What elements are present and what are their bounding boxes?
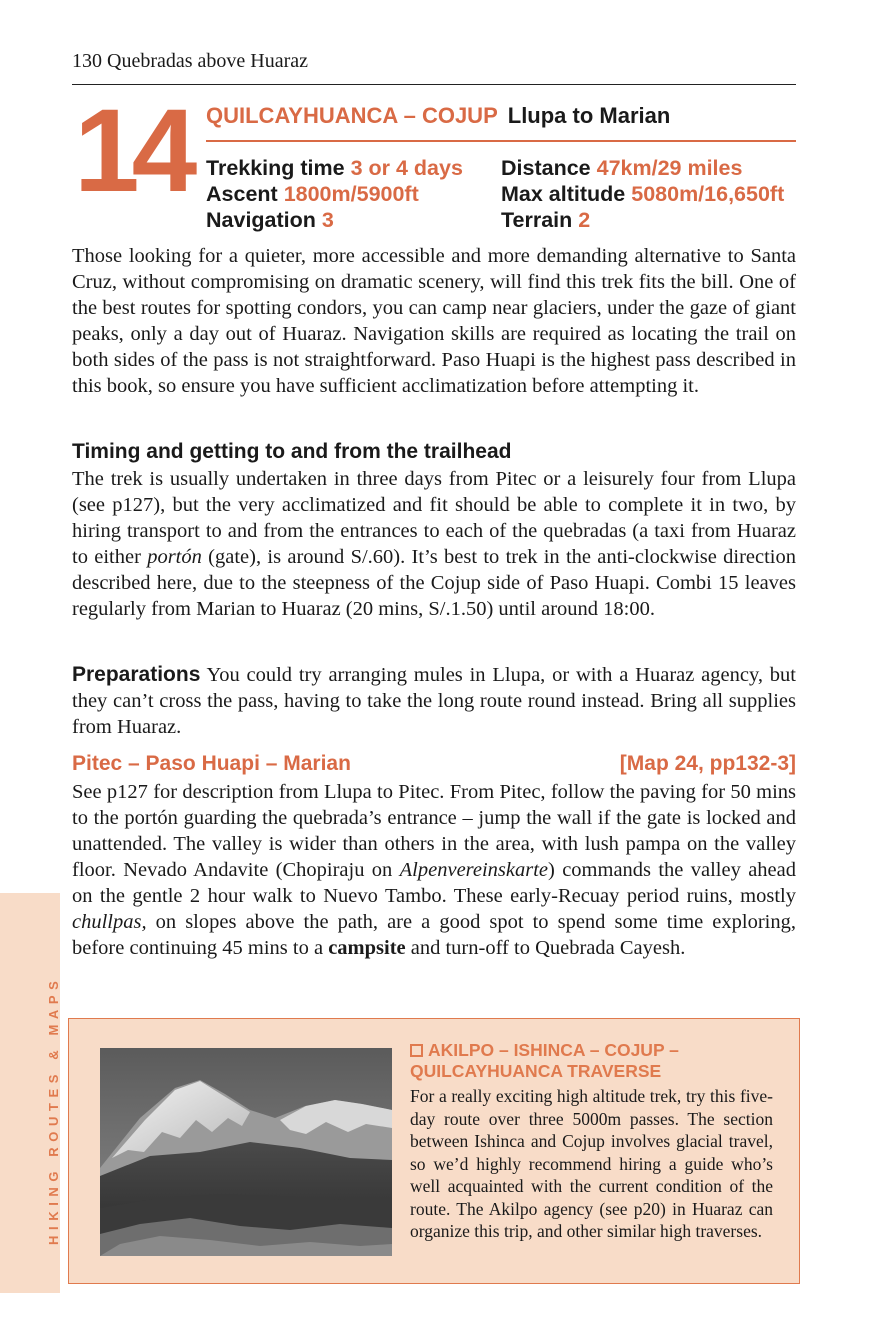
title-rule	[206, 140, 796, 142]
stat-label: Terrain	[501, 208, 573, 232]
side-tab-label: HIKING ROUTES & MAPS	[46, 975, 61, 1245]
stage-paragraph	[72, 779, 796, 961]
stat-distance	[501, 155, 784, 181]
timing-text-2: (gate), is around S/.60). It’s best to trek in the anti-clockwise direction described here, due to the steepness of the Cojup side of Paso Huapi. Combi 15 leaves regularly from Marian to Huaraz (20 mins, S/.1.50) until around 18:00.	[72, 546, 796, 620]
stat-label: Max altitude	[501, 182, 626, 206]
stage-text-2: ) commands the valley ahead on the gentle 2 hour walk to Nuevo Tambo. These early-Recuay period ruins, mostly	[72, 859, 796, 907]
map-reference: [Map 24, pp132-3]	[619, 752, 796, 775]
timing-heading: Timing and getting to and from the trailhead	[72, 440, 512, 463]
mountain-photo	[100, 1048, 392, 1256]
stage-text-1: See p127 for description from Llupa to Pitec. From Pitec, follow the paving for 50 mins to the portón guarding the quebrada’s entrance – jump the wall if the gate is locked and unattended. The valley is wider than others in the area, with lush pampa on the valley floor. Nevado Andavite (Chopiraju on	[72, 781, 796, 881]
stat-label: Navigation	[206, 208, 316, 232]
intro-paragraph	[72, 243, 796, 399]
stage-text-em-2: chullpas,	[72, 911, 147, 933]
route-title	[206, 103, 670, 129]
stage-heading: Pitec – Paso Huapi – Marian	[72, 752, 351, 775]
stage-heading-row	[72, 752, 796, 776]
stat-value: 5080m/16,650ft	[631, 182, 785, 206]
stat-value: 2	[578, 208, 591, 232]
timing-text-1: The trek is usually undertaken in three days from Pitec or a leisurely four from Llupa (see p127), but the very acclimatized and fit should be able to complete it in two, by hiring transport to and from the entrances to each of the quebradas (a taxi from Huaraz to either	[72, 468, 796, 568]
running-head: 130 Quebradas above Huaraz	[72, 50, 309, 72]
route-name: QUILCAYHUANCA – COJUP	[206, 103, 498, 128]
route-stats-right	[501, 155, 784, 233]
checkbox-icon	[410, 1044, 423, 1057]
stage-text-3: on slopes above the path, are a good spot to spend some time exploring, before continuing 45 mins to a	[72, 911, 796, 959]
timing-text-em: portón	[147, 546, 202, 568]
boxout-heading-text: AKILPO – ISHINCA – COJUP – QUILCAYHUANCA TRAVERSE	[410, 1040, 679, 1081]
preparations-heading: Preparations	[72, 663, 201, 686]
stat-label: Ascent	[206, 182, 278, 206]
boxout-body: For a really exciting high altitude trek, try this five-day route over three 5000m passes. The section between Ishinca and Cojup involves glacial travel, so we’d highly recommend hiring a guide who’s well acquainted with the current condition of the route. The Akilpo agency (see p20) in Huaraz can organize this trip, and other similar high traverses.	[410, 1086, 773, 1241]
stat-trekking-time	[206, 155, 463, 181]
boxout-heading	[410, 1040, 780, 1082]
preparations-text: You could try arranging mules in Llupa, or with a Huaraz agency, but they can’t cross the pass, having to take the long route round instead. Bring all supplies from Huaraz.	[72, 664, 796, 738]
intro-text: Those looking for a quieter, more accessible and more demanding alternative to Santa Cruz, without compromising on dramatic scenery, will find this trek fits the bill. One of the best routes for spotting condors, you can camp near glaciers, under the gaze of giant peaks, only a day out of Huaraz. Navigation skills are required as locating the trail on both sides of the pass is not straightforward. Paso Huapi is the highest pass described in this book, so ensure you have sufficient acclimatization before attempting it.	[72, 245, 796, 397]
stat-label: Trekking time	[206, 156, 345, 180]
stat-value: 3 or 4 days	[350, 156, 463, 180]
route-subtitle: Llupa to Marian	[507, 103, 671, 128]
preparations-paragraph	[72, 662, 796, 740]
stat-ascent	[206, 181, 463, 207]
stat-terrain	[501, 207, 784, 233]
route-number: 14	[74, 85, 190, 217]
stat-max-altitude	[501, 181, 784, 207]
stat-label: Distance	[501, 156, 591, 180]
stat-value: 1800m/5900ft	[283, 182, 419, 206]
timing-paragraph	[72, 466, 796, 622]
stat-navigation	[206, 207, 463, 233]
stat-value: 3	[321, 208, 334, 232]
stage-text-strong: campsite	[328, 937, 406, 959]
stage-text-em-1: Alpenvereinskarte	[399, 859, 549, 881]
route-stats-left	[206, 155, 463, 233]
stat-value: 47km/29 miles	[596, 156, 743, 180]
stage-text-4: and turn-off to Quebrada Cayesh.	[405, 937, 686, 959]
